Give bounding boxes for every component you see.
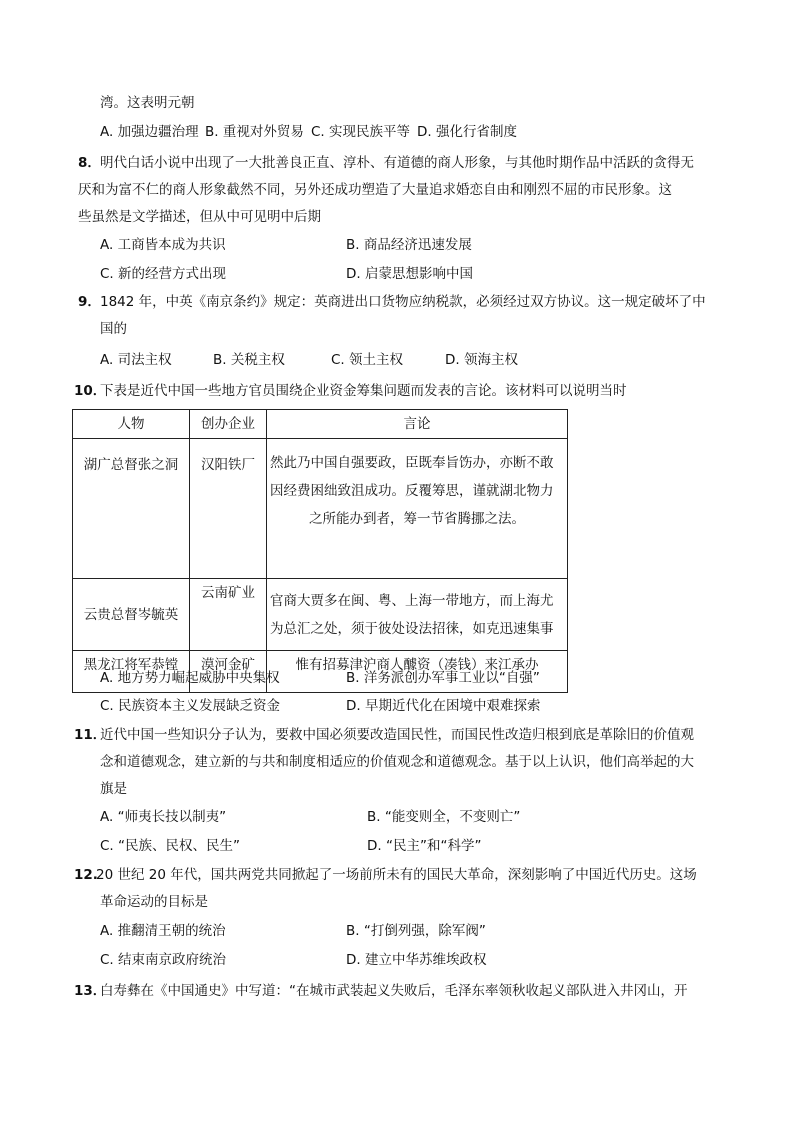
- table-row: [73, 439, 568, 579]
- q11-option-b[interactable]: B. “能变则全，不变则亡”: [367, 809, 521, 825]
- row-enterprise: 云南矿业: [190, 579, 267, 651]
- q7-option-d[interactable]: D. 强化行省制度: [417, 124, 517, 140]
- row-enterprise: 漠河金矿: [190, 651, 267, 693]
- header-enterprise: 创办企业: [190, 410, 267, 439]
- speech-line: 之所能办到者，筹一节省腾挪之法。: [309, 511, 525, 527]
- q9-option-a[interactable]: A. 司法主权: [100, 352, 172, 368]
- speech-line: 为总汇之处，须于彼处设法招徕，如克迅速集事: [270, 620, 554, 637]
- q8-option-b[interactable]: B. 商品经济迅速发展: [346, 237, 472, 253]
- q12-stem-line-1: 20 世纪 20 年代，国共两党共同掀起了一场前所未有的国民大革命，深刻影响了中国近代历史。这场: [96, 867, 697, 883]
- q10-option-d[interactable]: D. 早期近代化在困境中艰难探索: [346, 698, 541, 714]
- q10-option-c[interactable]: C. 民族资本主义发展缺乏资金: [100, 698, 281, 714]
- row-person: 湖广总督张之洞: [73, 439, 190, 579]
- q9-option-c[interactable]: C. 领土主权: [331, 352, 404, 368]
- q11-option-a[interactable]: A. “师夷长技以制夷”: [100, 809, 227, 825]
- q9-stem-line-1: 1842 年，中英《南京条约》规定：英商进出口货物应纳税款，必须经过双方协议。这一规定破坏了中: [100, 294, 706, 310]
- speech-line: 惟有招募津沪商人醵资（凑钱）来江承办: [295, 657, 539, 673]
- q8-stem-line-2: 厌和为富不仁的商人形象截然不同，另外还成功塑造了大量追求婚恋自由和刚烈不屈的市民形象。这: [78, 182, 672, 198]
- q8-number: 8．: [78, 155, 101, 171]
- table-header-row: [73, 410, 568, 439]
- row-speech: [267, 439, 568, 579]
- q9-stem-line-2: 国的: [100, 321, 127, 337]
- q10-number: 10．: [74, 383, 107, 399]
- q12-stem-line-2: 革命运动的目标是: [100, 894, 208, 910]
- q12-option-b[interactable]: B. “打倒列强，除军阀”: [346, 923, 486, 939]
- speech-line: 因经费困绌致沮成功。反覆筹思，谨就湖北物力: [270, 483, 554, 499]
- row-enterprise: 汉阳铁厂: [190, 439, 267, 579]
- q13-stem: 白寿彝在《中国通史》中写道：“在城市武装起义失败后，毛泽东率领秋收起义部队进入井冈山，开: [100, 983, 688, 999]
- q11-stem-line-1: 近代中国一些知识分子认为，要救中国必须要改造国民性，而国民性改造归根到底是革除旧的价值观: [100, 727, 694, 743]
- q11-option-d[interactable]: D. “民主”和“科学”: [367, 838, 482, 854]
- q12-number: 12.: [74, 867, 98, 883]
- q10-stem: 下表是近代中国一些地方官员围绕企业资金筹集问题而发表的言论。该材料可以说明当时: [100, 383, 627, 399]
- q8-stem-line-1: 明代白话小说中出现了一大批善良正直、淳朴、有道德的商人形象，与其他时期作品中活跃的贪得无: [100, 155, 694, 171]
- q7-option-b[interactable]: B. 重视对外贸易: [205, 124, 304, 140]
- q9-option-b[interactable]: B. 关税主权: [213, 352, 285, 368]
- speech-line: 官商大贾多在闽、粤、上海一带地方，而上海尤: [270, 592, 554, 609]
- q12-option-c[interactable]: C. 结束南京政府统治: [100, 952, 227, 968]
- row-person: 黑龙江将军恭镗: [73, 651, 190, 693]
- row-speech: [267, 579, 568, 651]
- q12-option-a[interactable]: A. 推翻清王朝的统治: [100, 923, 226, 939]
- q13-number: 13．: [74, 983, 107, 999]
- q7-option-a[interactable]: A. 加强边疆治理: [100, 124, 199, 140]
- header-speech: 言论: [267, 410, 568, 439]
- q8-option-a[interactable]: A. 工商皆本成为共识: [100, 237, 226, 253]
- q10-table: [72, 409, 568, 693]
- q10-option-a[interactable]: A. 地方势力崛起威胁中央集权: [100, 670, 280, 686]
- q10-option-b[interactable]: B. 洋务派创办军事工业以“自强”: [346, 670, 540, 686]
- row-person: 云贵总督岑毓英: [73, 579, 190, 651]
- q9-number: 9．: [78, 294, 101, 310]
- q12-option-d[interactable]: D. 建立中华苏维埃政权: [346, 952, 487, 968]
- q8-option-d[interactable]: D. 启蒙思想影响中国: [346, 266, 473, 282]
- q11-number: 11．: [74, 727, 107, 743]
- q11-option-c[interactable]: C. “民族、民权、民生”: [100, 838, 240, 854]
- q8-stem-line-3: 些虽然是文学描述，但从中可见明中后期: [78, 209, 321, 225]
- q7-option-c[interactable]: C. 实现民族平等: [311, 124, 411, 140]
- q11-stem-line-2: 念和道德观念，建立新的与共和制度相适应的价值观念和道德观念。基于以上认识，他们高举起的大: [100, 754, 694, 770]
- q8-option-c[interactable]: C. 新的经营方式出现: [100, 266, 227, 282]
- table-row: [73, 579, 568, 651]
- q11-stem-line-3: 旗是: [100, 781, 127, 797]
- q7-stem-tail: 湾。这表明元朝: [100, 95, 195, 111]
- header-person: 人物: [73, 410, 190, 439]
- speech-line: 然此乃中国自强要政，臣既奉旨饬办，亦断不敢: [270, 455, 554, 471]
- q9-option-d[interactable]: D. 领海主权: [445, 352, 518, 368]
